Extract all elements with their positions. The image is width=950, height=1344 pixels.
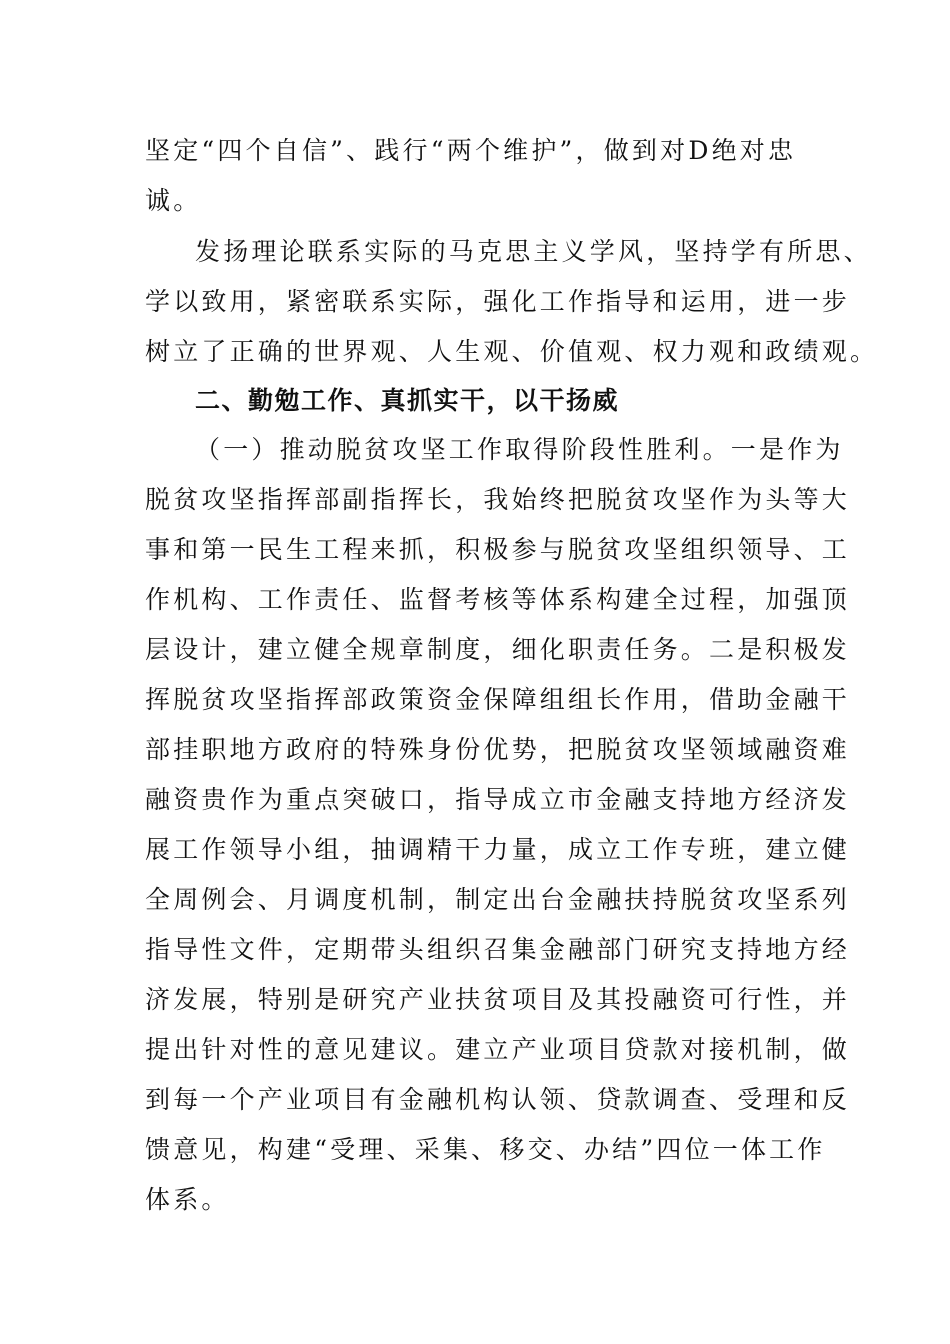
paragraph-line: 指导性文件，定期带头组织召集金融部门研究支持地方经 bbox=[145, 935, 851, 964]
paragraph-line: 发扬理论联系实际的马克思主义学风，坚持学有所思、 bbox=[195, 237, 872, 266]
paragraph-line: 层设计，建立健全规章制度，细化职责任务。二是积极发 bbox=[145, 635, 851, 664]
paragraph-line: 全周例会、月调度机制，制定出台金融扶持脱贫攻坚系列 bbox=[145, 885, 851, 914]
paragraph-line: 学以致用，紧密联系实际，强化工作指导和运用，进一步 bbox=[145, 287, 851, 316]
paragraph-line: 部挂职地方政府的特殊身份优势，把脱贫攻坚领域融资难 bbox=[145, 735, 851, 764]
paragraph-line: 诚。 bbox=[145, 186, 202, 215]
paragraph-line: 挥脱贫攻坚指挥部政策资金保障组组长作用，借助金融干 bbox=[145, 685, 851, 714]
paragraph-line: 展工作领导小组，抽调精干力量，成立工作专班，建立健 bbox=[145, 835, 851, 864]
paragraph-line: 树立了正确的世界观、人生观、价值观、权力观和政绩观。 bbox=[145, 337, 879, 366]
paragraph-line: 坚定“四个自信”、践行“两个维护”，做到对D绝对忠 bbox=[145, 136, 797, 165]
paragraph-line: （一）推动脱贫攻坚工作取得阶段性胜利。一是作为 bbox=[195, 435, 844, 464]
paragraph-line: 融资贵作为重点突破口，指导成立市金融支持地方经济发 bbox=[145, 785, 851, 814]
paragraph-line: 体系。 bbox=[145, 1185, 230, 1214]
paragraph-line: 事和第一民生工程来抓，积极参与脱贫攻坚组织领导、工 bbox=[145, 535, 851, 564]
section-heading: 二、勤勉工作、真抓实干，以干扬威 bbox=[195, 386, 620, 415]
paragraph-line: 作机构、工作责任、监督考核等体系构建全过程，加强顶 bbox=[145, 585, 851, 614]
paragraph-line: 到每一个产业项目有金融机构认领、贷款调查、受理和反 bbox=[145, 1085, 851, 1114]
paragraph-line: 馈意见，构建“受理、采集、移交、办结”四位一体工作 bbox=[145, 1135, 826, 1164]
paragraph-line: 提出针对性的意见建议。建立产业项目贷款对接机制，做 bbox=[145, 1035, 851, 1064]
paragraph-line: 脱贫攻坚指挥部副指挥长，我始终把脱贫攻坚作为头等大 bbox=[145, 485, 851, 514]
paragraph-line: 济发展，特别是研究产业扶贫项目及其投融资可行性，并 bbox=[145, 985, 851, 1014]
